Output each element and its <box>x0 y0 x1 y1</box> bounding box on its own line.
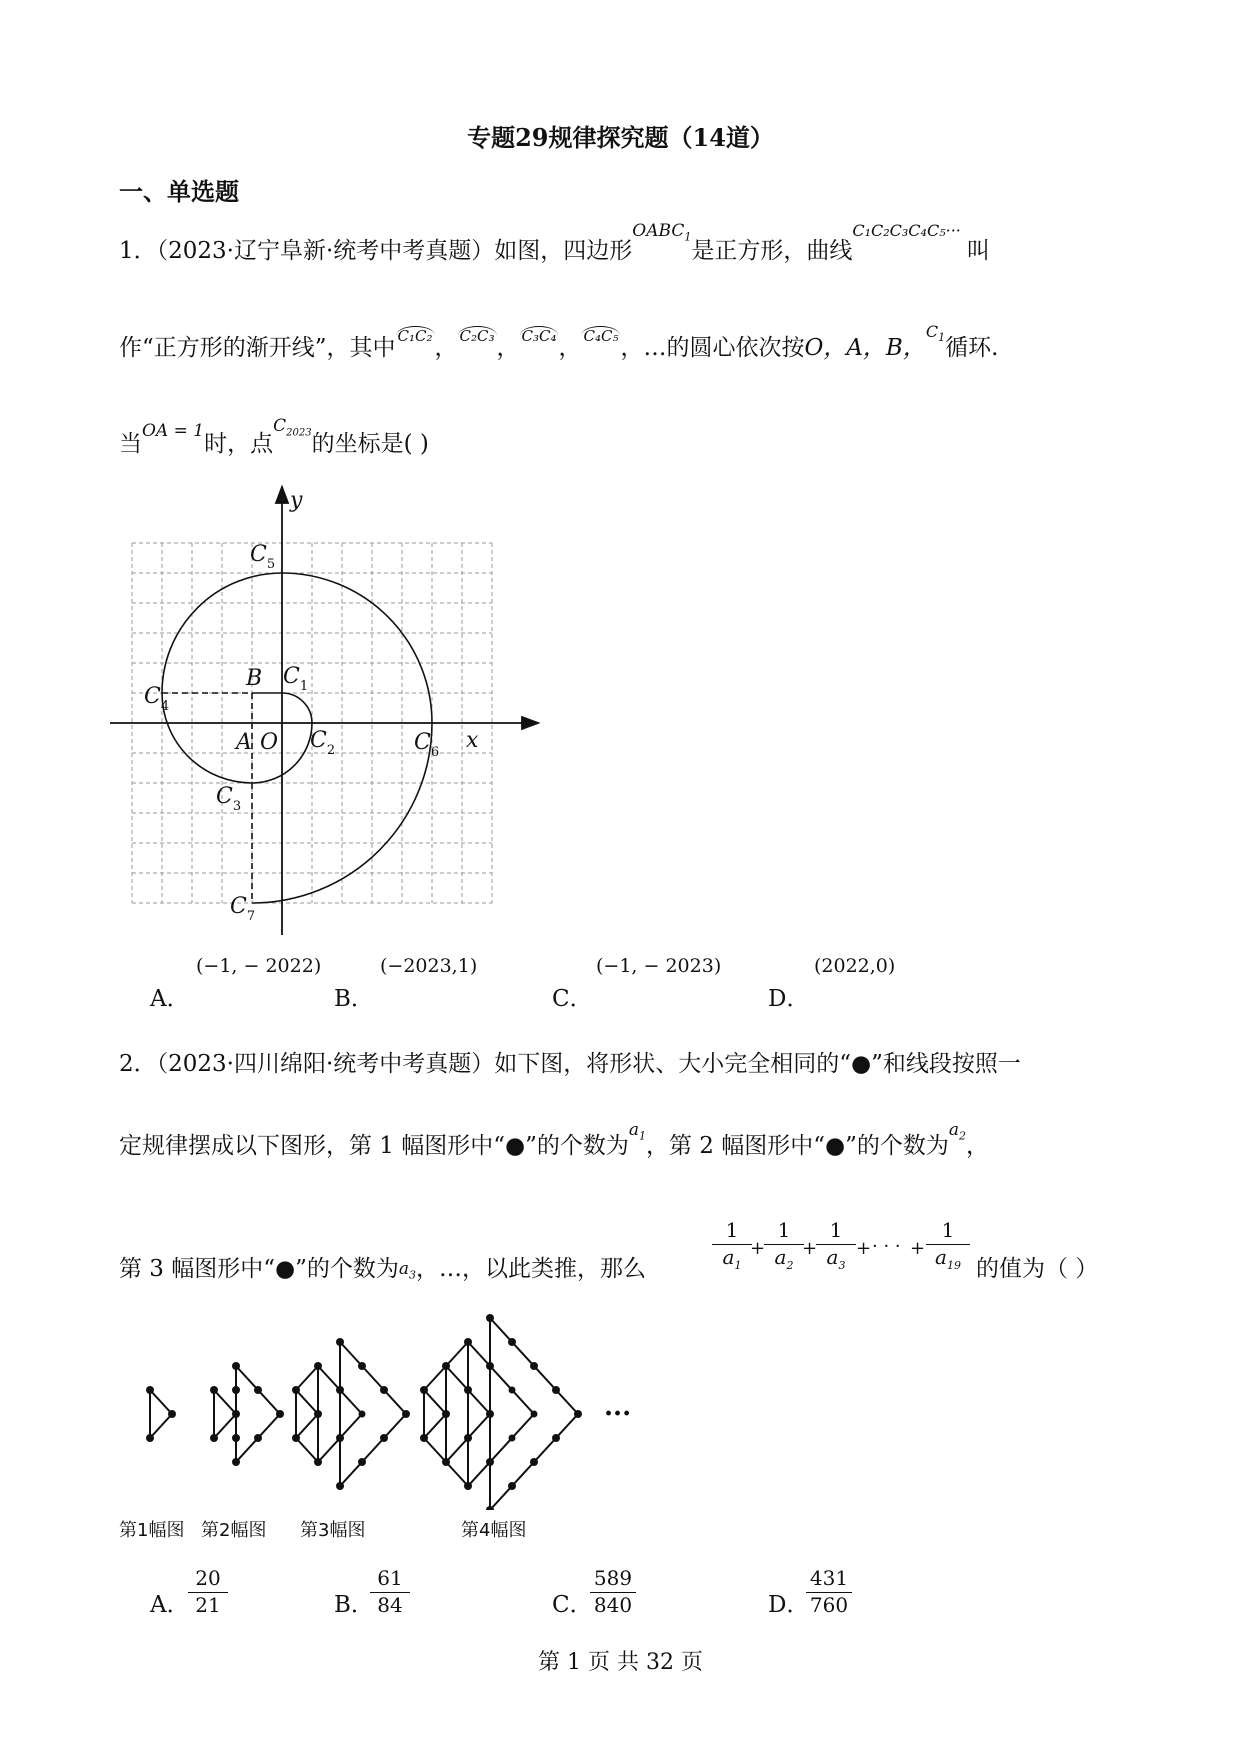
caption-figure-2: 第2幅图 <box>201 1520 267 1541</box>
pattern-4-dots <box>420 1314 582 1510</box>
point-c7-label: $C_7$ <box>230 894 256 924</box>
pattern-3 <box>296 1342 406 1486</box>
q2-option-d[interactable]: D． <box>768 1592 810 1618</box>
point-a-label: A <box>236 730 252 755</box>
caption-figure-3: 第3幅图 <box>300 1520 366 1541</box>
q1-option-c[interactable]: C． <box>552 986 593 1012</box>
dashed-guides <box>162 693 252 903</box>
q1-line-3: 当$^{OA = 1}$时，点$^{C_{2023}}$的坐标是( ) <box>119 416 429 457</box>
q2-line-2: 定规律摆成以下图形，第 1 幅图形中“●”的个数为$^{a_1}$，第 2 幅图形中“●”的个数为$^{a_2}$， <box>119 1120 989 1159</box>
q1-line-2: 作“正方形的渐开线”，其中 $^{C_1C_2}$， $^{C_2C_3}$， $^{C_3C_4}$， $^{C_4C_5}$，…的圆心依次按O，A，B，$^{C_1}$循环. <box>119 322 999 361</box>
ellipsis-dots: · · · <box>872 1236 901 1257</box>
axes <box>110 487 538 935</box>
q1-option-d-value: (2022,0) <box>814 955 896 977</box>
q1-line-1: 1．（2023·辽宁阜新·统考中考真题）如图，四边形$^{OABC_1}$是正方形，曲线$^{C_1C_2C_3C_4C_5\cdot\cdot\cdot}$叫 <box>119 221 990 264</box>
point-b-label: B <box>246 666 263 691</box>
caption-figure-4: 第4幅图 <box>461 1520 527 1541</box>
point-c2-label: $C_2$ <box>310 728 336 758</box>
q2-option-a[interactable]: A． <box>150 1592 190 1618</box>
q2-option-c[interactable]: C． <box>552 1592 593 1618</box>
q2-option-c-value: $\frac{589}{840}$ <box>590 1566 636 1617</box>
sum-term-2: $\frac{1}{a_2}$ <box>764 1218 804 1272</box>
q1-option-a-value: (−1, − 2022) <box>196 955 322 977</box>
section-heading: 一、单选题 <box>119 177 239 206</box>
involute-curve <box>162 573 432 903</box>
x-axis-label: x <box>466 728 479 753</box>
pattern-2 <box>214 1366 280 1462</box>
q1-option-c-value: (−1, − 2023) <box>596 955 722 977</box>
q1-option-d[interactable]: D． <box>768 986 810 1012</box>
pattern-3-dots <box>292 1338 410 1490</box>
page-footer: 第 1 页 共 32 页 <box>538 1650 703 1675</box>
point-c5-label: $C_5$ <box>250 542 276 572</box>
q2-pattern-figure <box>110 1310 670 1510</box>
q2-line-3-end: 的值为（ ） <box>976 1256 1099 1282</box>
point-c3-label: $C_3$ <box>216 784 242 814</box>
q2-option-b-value: $\frac{61}{84}$ <box>370 1566 410 1617</box>
plus-sign: + <box>750 1238 766 1259</box>
sum-term-19: $\frac{1}{a_{19}}$ <box>926 1218 970 1272</box>
plus-sign: + <box>856 1238 872 1259</box>
q1-involute-figure <box>110 485 550 935</box>
caption-figure-1: 第1幅图 <box>119 1520 185 1541</box>
sum-term-3: $\frac{1}{a_3}$ <box>816 1218 856 1272</box>
q2-line-3-start: 第 3 幅图形中“●”的个数为$a_3$，…，以此类推，那么 <box>119 1256 646 1282</box>
point-c4-label: $C_4$ <box>144 684 170 714</box>
plus-sign: + <box>910 1238 926 1259</box>
pattern-ellipsis: ··· <box>604 1399 632 1429</box>
q2-option-d-value: $\frac{431}{760}$ <box>806 1566 852 1617</box>
point-c1-label: $C_1$ <box>283 664 309 694</box>
q2-option-b[interactable]: B． <box>334 1592 374 1618</box>
sum-term-1: $\frac{1}{a_1}$ <box>712 1218 752 1272</box>
q2-line-1: 2．（2023·四川绵阳·统考中考真题）如下图，将形状、大小完全相同的“●”和线段按照一 <box>119 1051 1021 1077</box>
q1-option-a[interactable]: A． <box>150 986 190 1012</box>
document-title: 专题29规律探究题（14道） <box>467 123 774 152</box>
q1-option-b[interactable]: B． <box>334 986 374 1012</box>
plus-sign: + <box>802 1238 818 1259</box>
point-c6-label: $C_6$ <box>414 730 440 760</box>
q2-option-a-value: $\frac{20}{21}$ <box>188 1566 228 1617</box>
y-axis-label: y <box>290 488 303 513</box>
origin-label: O <box>260 730 279 755</box>
q1-option-b-value: (−2023,1) <box>380 955 478 977</box>
